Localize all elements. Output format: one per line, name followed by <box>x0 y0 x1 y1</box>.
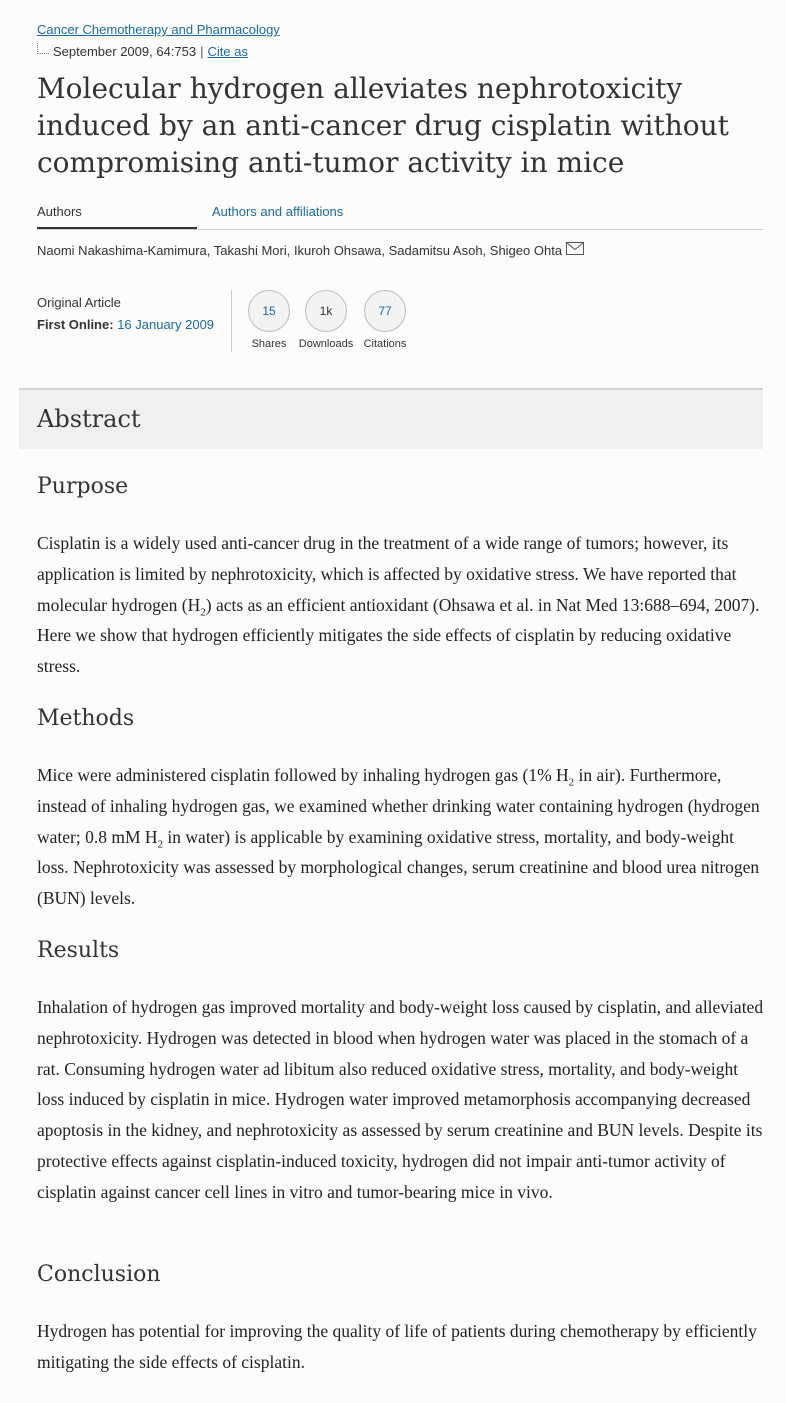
issue-line <box>37 44 248 59</box>
first-online-date[interactable]: 16 January 2009 <box>117 317 215 332</box>
cite-as-link[interactable]: Cite as <box>207 44 248 59</box>
metric-shares[interactable] <box>246 290 292 350</box>
meta-divider <box>231 290 232 352</box>
abstract-heading: Abstract <box>37 405 141 433</box>
metric-citations-value: 77 <box>364 290 406 332</box>
metric-downloads-value: 1k <box>305 290 347 332</box>
metric-downloads[interactable] <box>296 290 356 350</box>
metric-shares-label: Shares <box>251 338 287 350</box>
tab-authors-affiliations[interactable]: Authors and affiliations <box>212 204 344 219</box>
metric-citations[interactable] <box>360 290 410 350</box>
author-tabs <box>37 204 764 230</box>
methods-heading: Methods <box>37 706 135 731</box>
tab-authors[interactable]: Authors <box>37 204 197 229</box>
article-title: Molecular hydrogen alleviates nephrotoxicity induced by an anti-cancer drug cisplatin without compromising anti-tumor activity in mice <box>37 72 729 179</box>
envelope-icon[interactable] <box>566 242 584 258</box>
author-list <box>37 242 584 258</box>
metric-shares-value: 15 <box>248 290 290 332</box>
purpose-heading: Purpose <box>37 474 129 499</box>
issue-info: September 2009, 64:753 <box>53 44 197 59</box>
results-text: Inhalation of hydrogen gas improved mortality and body-weight loss caused by cisplatin, and alleviated nephrotoxicity. Hydrogen was detected in blood when hydrogen water was placed in the stomach of a rat. Consuming hydrogen water ad libitum also reduced oxidative stress, mortality, and body-weight loss induced by cisplatin in mice. Hydrogen water improved metamorphosis accompanying decreased apoptosis in the kidney, and nephrotoxicity as assessed by serum creatinine and BUN levels. Despite its protective effects against cisplatin-induced toxicity, hydrogen did not impair anti-tumor activity of cisplatin against cancer cell lines in vitro and tumor-bearing mice in vivo. <box>37 997 764 1202</box>
issue-separator: | <box>200 44 204 59</box>
first-online <box>37 314 214 336</box>
conclusion-heading: Conclusion <box>37 1262 161 1287</box>
purpose-text: Cisplatin is a widely used anti-cancer drug in the treatment of a wide range of tumors; however, its application is limited by nephrotoxicity, which is affected by oxidative stress. We have reported that molecular hydrogen $(H_2)$ acts as an efficient antioxidant (Ohsawa et al. in Nat Med 13:688–694, 2007). Here we show that hydrogen efficiently mitigates the side effects of cisplatin by reducing oxidative stress. <box>37 533 760 677</box>
journal-link[interactable]: Cancer Chemotherapy and Pharmacology <box>37 22 280 37</box>
article-meta <box>37 292 214 336</box>
conclusion-text: Hydrogen has potential for improving the quality of life of patients during chemotherapy by efficiently mitigating the side effects of cisplatin. <box>37 1321 757 1372</box>
methods-text: Mice were administered cisplatin followed by inhaling hydrogen gas (1% $H_2$ in air). Furthermore, instead of inhaling hydrogen gas, we examined whether drinking water containing hydrogen (hydrogen water; 0.8 mM $H_2$ in water) is applicable by examining oxidative stress, mortality, and body-weight loss. Nephrotoxicity was assessed by morphological changes, serum creatinine and blood urea nitrogen (BUN) levels. <box>37 765 760 909</box>
tree-connector-icon <box>37 43 49 54</box>
article-type: Original Article <box>37 295 121 310</box>
author-names[interactable]: Naomi Nakashima-Kamimura, Takashi Mori, Ikuroh Ohsawa, Sadamitsu Asoh, Shigeo Ohta <box>37 242 563 258</box>
metric-citations-label: Citations <box>363 338 407 350</box>
results-heading: Results <box>37 938 120 963</box>
first-online-label: First Online: <box>37 317 114 332</box>
abstract-header <box>19 388 763 449</box>
metric-downloads-label: Downloads <box>298 338 354 350</box>
